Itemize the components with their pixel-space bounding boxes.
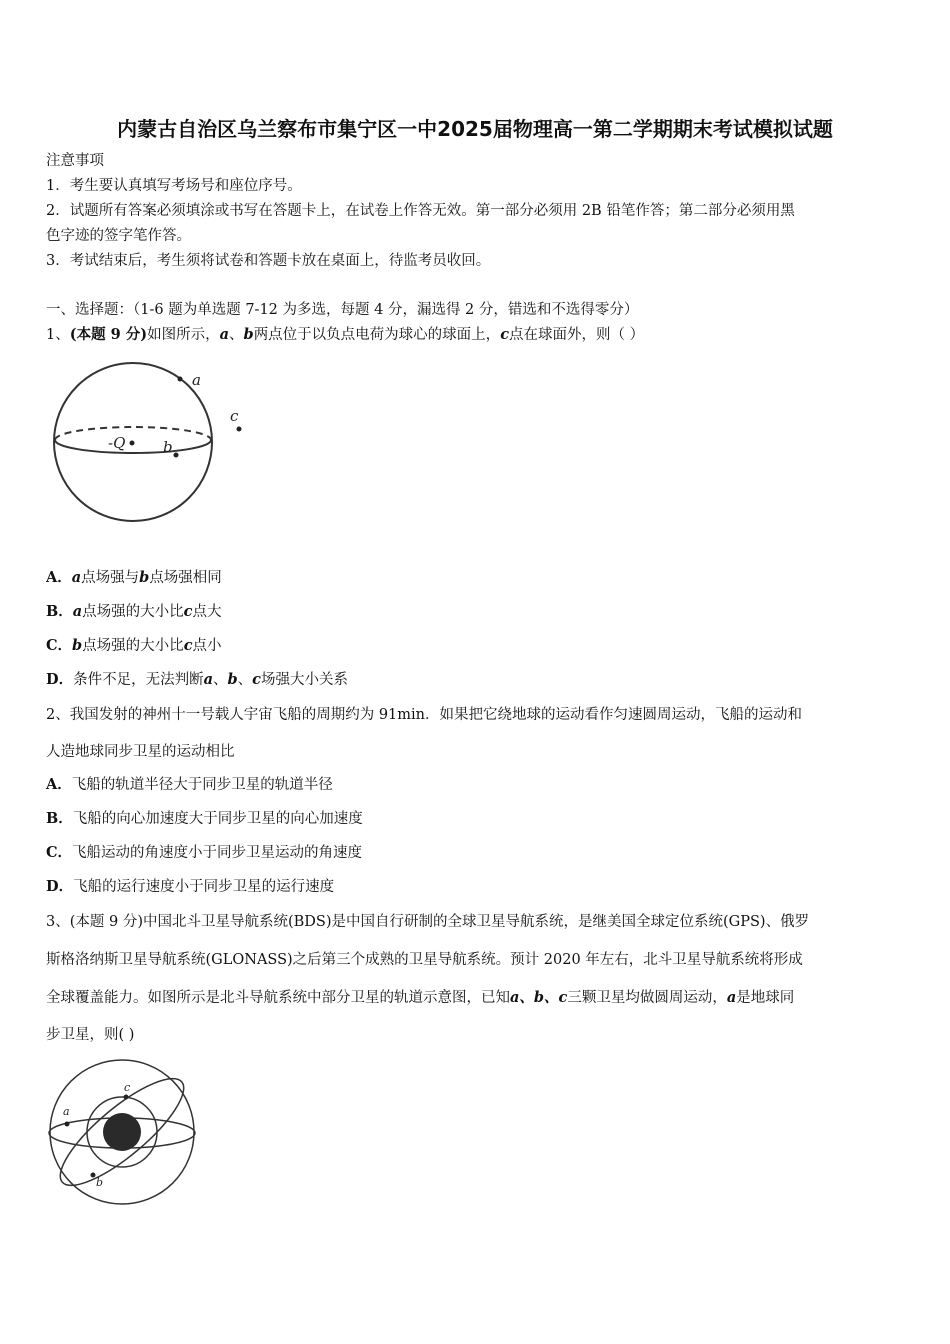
- q3-text: 三颗卫星均做圆周运动，: [567, 990, 727, 1006]
- question-2-line-2: 人造地球同步卫星的运动相比: [46, 744, 235, 760]
- option-var: b: [227, 671, 238, 688]
- option-text: 条件不足，无法判断: [73, 672, 204, 688]
- satellite-b: [91, 1173, 96, 1178]
- option-var: a: [72, 603, 83, 620]
- option-key: C．: [46, 637, 73, 654]
- option-text: 场强大小关系: [260, 672, 348, 688]
- q2-option-b[interactable]: [46, 809, 363, 829]
- page-title: 内蒙古自治区乌兰察布市集宁区一中2025届物理高一第二学期期末考试模拟试题: [117, 117, 833, 141]
- sphere-equator-back: [55, 427, 211, 440]
- q1-stem-a: 如图所示，: [147, 327, 220, 343]
- question-3-line-3: [46, 988, 794, 1008]
- option-text: 飞船运动的角速度小于同步卫星运动的角速度: [72, 845, 363, 861]
- q3-text: 是地球同: [736, 990, 795, 1006]
- option-text: 点场强相同: [149, 570, 222, 586]
- question-3-line-4: 步卫星，则( ): [46, 1027, 135, 1043]
- option-text: 点场强的大小比: [82, 638, 184, 654]
- option-var: c: [183, 637, 193, 654]
- point-a: [178, 377, 183, 382]
- option-key: D．: [46, 671, 74, 688]
- option-var: a: [203, 671, 213, 688]
- q1-option-c[interactable]: [46, 636, 222, 656]
- option-text: 点大: [192, 604, 222, 620]
- option-key: A．: [46, 776, 72, 793]
- point-q: [130, 441, 135, 446]
- q3-var: a: [726, 989, 737, 1006]
- q1-stem-c: 点在球面外，则（ ）: [509, 327, 645, 343]
- q3-vars: a、b、c: [510, 989, 568, 1006]
- notice-item-1: 1．考生要认真填写考场号和座位序号。: [46, 178, 302, 194]
- label-q: -Q: [108, 434, 126, 452]
- q2-option-a[interactable]: [46, 775, 333, 795]
- notice-item-3: 3．考试结束后，考生须将试卷和答题卡放在桌面上，待监考员收回。: [46, 253, 491, 269]
- option-text: 飞船的运行速度小于同步卫星的运行速度: [73, 879, 335, 895]
- option-key: B．: [46, 603, 73, 620]
- question-3-line-1: 3、(本题 9 分)中国北斗卫星导航系统(BDS)是中国自行研制的全球卫星导航系统，是继美国全球定位系统(GPS)、俄罗: [46, 914, 810, 930]
- earth: [103, 1113, 141, 1151]
- label-c: c: [124, 1081, 131, 1094]
- question-1-stem: [46, 325, 644, 345]
- section-heading: 一、选择题：（1-6 题为单选题 7-12 为多选，每题 4 分，漏选得 2 分，错选和不选得零分）: [46, 302, 639, 318]
- q1-var-b: b: [243, 326, 254, 343]
- option-key: D．: [46, 878, 74, 895]
- q1-var-a: a: [219, 326, 230, 343]
- q1-number: 1、: [46, 327, 70, 343]
- question-3-line-2: 斯格洛纳斯卫星导航系统(GLONASS)之后第三个成熟的卫星导航系统。预计 2020 年左右，北斗卫星导航系统将形成: [46, 952, 803, 968]
- q1-score: (本题 9 分): [69, 326, 148, 343]
- q2-option-c[interactable]: [46, 843, 362, 863]
- notice-heading: 注意事项: [46, 153, 104, 169]
- option-var: a: [71, 569, 82, 586]
- point-b: [174, 453, 179, 458]
- option-text: 、: [212, 672, 228, 688]
- q1-var-c: c: [500, 326, 510, 343]
- q1-sphere-figure: [46, 358, 266, 533]
- option-text: 飞船的向心加速度大于同步卫星的向心加速度: [72, 811, 363, 827]
- q1-option-d[interactable]: [46, 670, 348, 690]
- label-a: a: [63, 1105, 70, 1118]
- q1-option-a[interactable]: [46, 568, 222, 588]
- option-key: B．: [46, 810, 73, 827]
- q1-option-b[interactable]: [46, 602, 222, 622]
- notice-item-2: 2．试题所有答案必须填涂或书写在答题卡上，在试卷上作答无效。第一部分必须用 2B 铅笔作答；第二部分必须用黑: [46, 203, 795, 219]
- option-text: 飞船的轨道半径大于同步卫星的轨道半径: [71, 777, 333, 793]
- option-var: b: [139, 569, 150, 586]
- q3-orbit-figure: [46, 1058, 206, 1208]
- option-text: 、: [237, 672, 253, 688]
- option-text: 点小: [192, 638, 222, 654]
- option-text: 点场强的大小比: [82, 604, 184, 620]
- q1-stem-b: 两点位于以负点电荷为球心的球面上，: [253, 327, 501, 343]
- option-var: c: [183, 603, 193, 620]
- label-c: c: [230, 407, 239, 425]
- q3-text: 全球覆盖能力。如图所示是北斗导航系统中部分卫星的轨道示意图，已知: [46, 990, 510, 1006]
- notice-item-2-cont: 色字迹的签字笔作答。: [46, 228, 191, 244]
- label-b: b: [163, 438, 173, 456]
- question-2-line-1: 2、我国发射的神州十一号载人宇宙飞船的周期约为 91min．如果把它绕地球的运动看作匀速圆周运动，飞船的运动和: [46, 707, 803, 723]
- q1-sep: 、: [229, 327, 244, 343]
- satellite-c: [124, 1095, 129, 1100]
- label-a: a: [192, 371, 201, 389]
- option-text: 点场强与: [81, 570, 140, 586]
- option-var: c: [252, 671, 261, 688]
- q2-option-d[interactable]: [46, 877, 334, 897]
- option-var: b: [72, 637, 83, 654]
- label-b: b: [96, 1176, 104, 1189]
- point-c: [237, 427, 242, 432]
- option-key: C．: [46, 844, 73, 861]
- satellite-a: [65, 1122, 70, 1127]
- option-key: A．: [46, 569, 72, 586]
